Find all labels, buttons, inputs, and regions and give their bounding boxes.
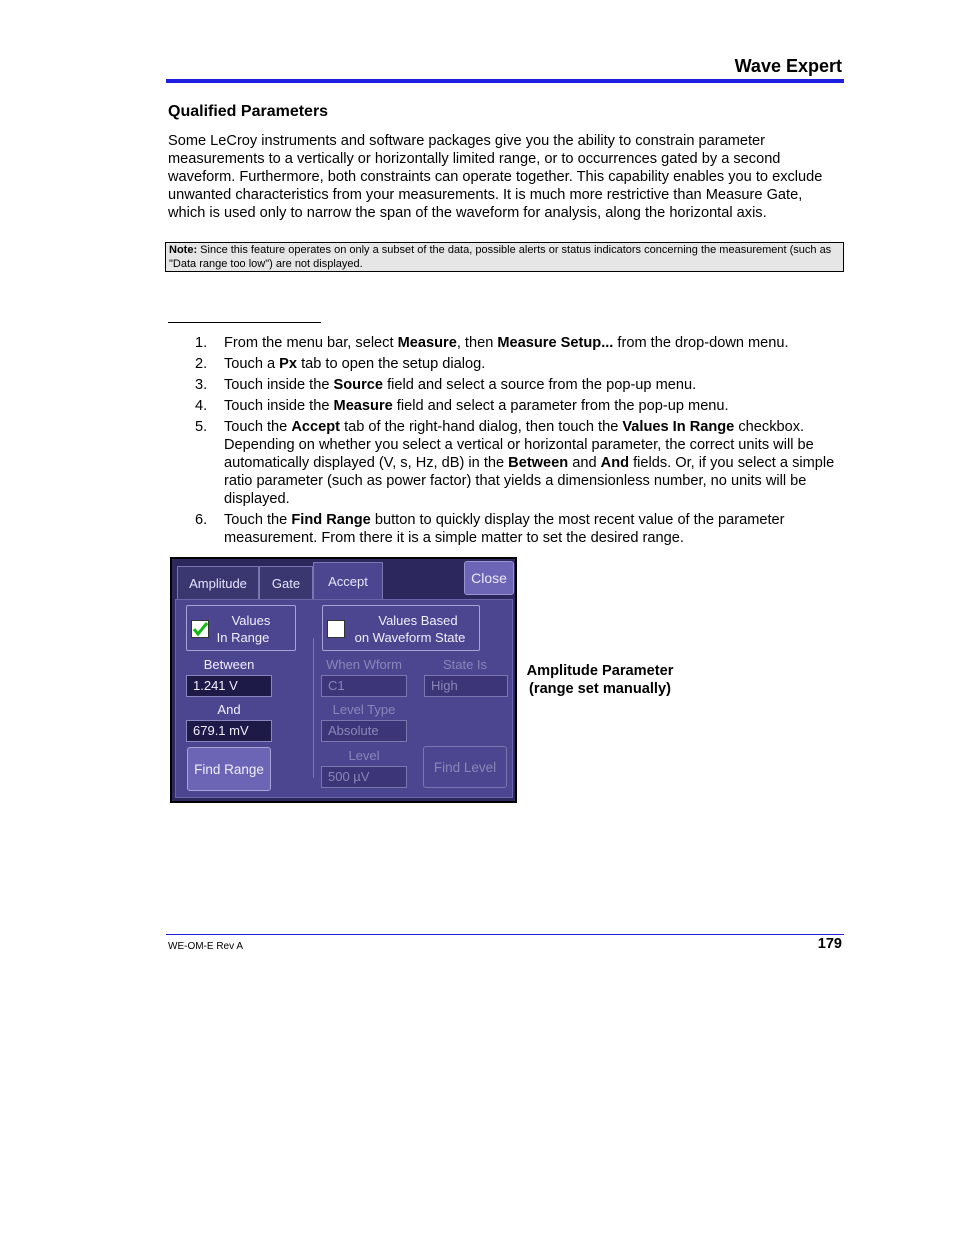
- note-box: [165, 242, 844, 272]
- step-emphasis: Accept: [291, 419, 341, 435]
- step-emphasis: Between: [508, 455, 569, 471]
- intro-paragraph: Some LeCroy instruments and software packages give you the ability to constrain parameter measurements to a vertically or horizontally limited range, or to occurrences gated by a second waveform. Furthermore, both constraints can operate together. This capability enables you to exclude unwanted characteristics from your measurements. It is much more restrictive than Measure Gate, which is used only to narrow the span of the waveform for analysis, along the horizontal axis.: [168, 133, 823, 221]
- between-field[interactable]: 1.241 V: [186, 675, 272, 697]
- step-text: from the drop-down menu.: [613, 335, 789, 351]
- panel-divider: [313, 638, 314, 778]
- dialog-body: [172, 559, 515, 801]
- step-item: [195, 418, 850, 508]
- step-text: , then: [456, 335, 498, 351]
- short-divider: [168, 322, 321, 323]
- tab-gate[interactable]: Gate: [259, 566, 313, 600]
- footer-doc-id: WE-OM-E Rev A: [168, 941, 244, 952]
- step-number: 5.: [195, 419, 208, 435]
- step-text: tab to open the setup dialog.: [297, 356, 486, 372]
- step-text: From the menu bar, select: [224, 335, 398, 351]
- state-is-label: State Is: [442, 657, 488, 672]
- checkmark-icon: [192, 621, 208, 637]
- step-item: [195, 376, 850, 394]
- note-text: Since this feature operates on only a subset of the data, possible alerts or status indicators concerning the measurement (such as "Data range too low") are not displayed.: [169, 244, 832, 270]
- step-emphasis: Find Range: [291, 512, 371, 528]
- step-emphasis: Measure: [333, 398, 393, 414]
- step-emphasis: Values In Range: [622, 419, 735, 435]
- step-text: Touch the: [224, 512, 292, 528]
- step-emphasis: Measure: [397, 335, 457, 351]
- step-text: field and select a parameter from the pop-up menu.: [392, 398, 729, 414]
- step-item: [195, 334, 850, 352]
- level-label: Level: [348, 748, 380, 763]
- section-title: Qualified Parameters: [168, 103, 329, 120]
- values-in-range-line1: Values: [231, 613, 271, 628]
- header-rule: [166, 79, 844, 83]
- step-text: tab of the right-hand dialog, then touch the: [340, 419, 623, 435]
- footer-rule: [166, 934, 844, 935]
- step-text: Touch a: [224, 356, 280, 372]
- values-based-line1: Values Based: [378, 613, 458, 628]
- step-emphasis: Px: [279, 356, 298, 372]
- step-text: Touch the: [224, 419, 292, 435]
- running-header-title: Wave Expert: [734, 56, 842, 76]
- step-text: fields. Or, if you select a simple ratio parameter (such as power factor) that yields a dimensionless number, no units will be displayed.: [224, 455, 835, 507]
- values-based-checkbox[interactable]: [322, 605, 480, 651]
- level-type-field[interactable]: Absolute: [321, 720, 407, 742]
- step-number: 6.: [195, 512, 208, 528]
- step-text: field and select a source from the pop-up menu.: [383, 377, 697, 393]
- step-text: Touch inside the: [224, 377, 334, 393]
- level-type-label: Level Type: [332, 702, 396, 717]
- step-emphasis: Source: [333, 377, 384, 393]
- tab-amplitude[interactable]: Amplitude: [177, 566, 259, 600]
- close-button[interactable]: Close: [464, 561, 514, 595]
- step-item: [195, 397, 850, 415]
- step-emphasis: And: [600, 455, 630, 471]
- accept-panel: [175, 599, 513, 798]
- step-number: 3.: [195, 377, 208, 393]
- when-wform-field[interactable]: C1: [321, 675, 407, 697]
- step-text: and: [568, 455, 601, 471]
- step-text: button to quickly display the most recent value of the parameter measurement. From there it is a simple matter to set the desired range.: [224, 512, 785, 546]
- procedure-steps: [195, 334, 850, 550]
- note-label: Note:: [169, 244, 198, 256]
- step-number: 4.: [195, 398, 208, 414]
- values-based-line2: on Waveform State: [354, 630, 466, 645]
- page-number: 179: [817, 936, 842, 952]
- step-number: 1.: [195, 335, 208, 351]
- find-range-button[interactable]: Find Range: [187, 747, 271, 791]
- step-item: [195, 355, 850, 373]
- caption-line2: (range set manually): [529, 681, 671, 697]
- step-text: checkbox. Depending on whether you select a vertical or horizontal parameter, the correct units will be automatically displayed (V, s, Hz, dB) in the: [224, 419, 814, 471]
- and-field[interactable]: 679.1 mV: [186, 720, 272, 742]
- level-field[interactable]: 500 µV: [321, 766, 407, 788]
- when-wform-label: When Wform: [326, 657, 402, 672]
- caption-line1: Amplitude Parameter: [526, 663, 674, 679]
- values-in-range-checkbox[interactable]: [186, 605, 296, 651]
- between-label: Between: [203, 657, 255, 672]
- values-in-range-line2: In Range: [216, 630, 270, 645]
- tab-accept[interactable]: Accept: [313, 562, 383, 600]
- and-label: And: [217, 702, 241, 717]
- step-text: Touch inside the: [224, 398, 334, 414]
- step-item: [195, 511, 850, 547]
- accept-dialog-screenshot: [170, 557, 517, 803]
- figure-caption: [520, 662, 680, 698]
- step-emphasis: Measure Setup...: [497, 335, 614, 351]
- checkbox-values-based: [327, 620, 345, 638]
- state-is-field[interactable]: High: [424, 675, 508, 697]
- step-number: 2.: [195, 356, 208, 372]
- find-level-button[interactable]: Find Level: [423, 746, 507, 788]
